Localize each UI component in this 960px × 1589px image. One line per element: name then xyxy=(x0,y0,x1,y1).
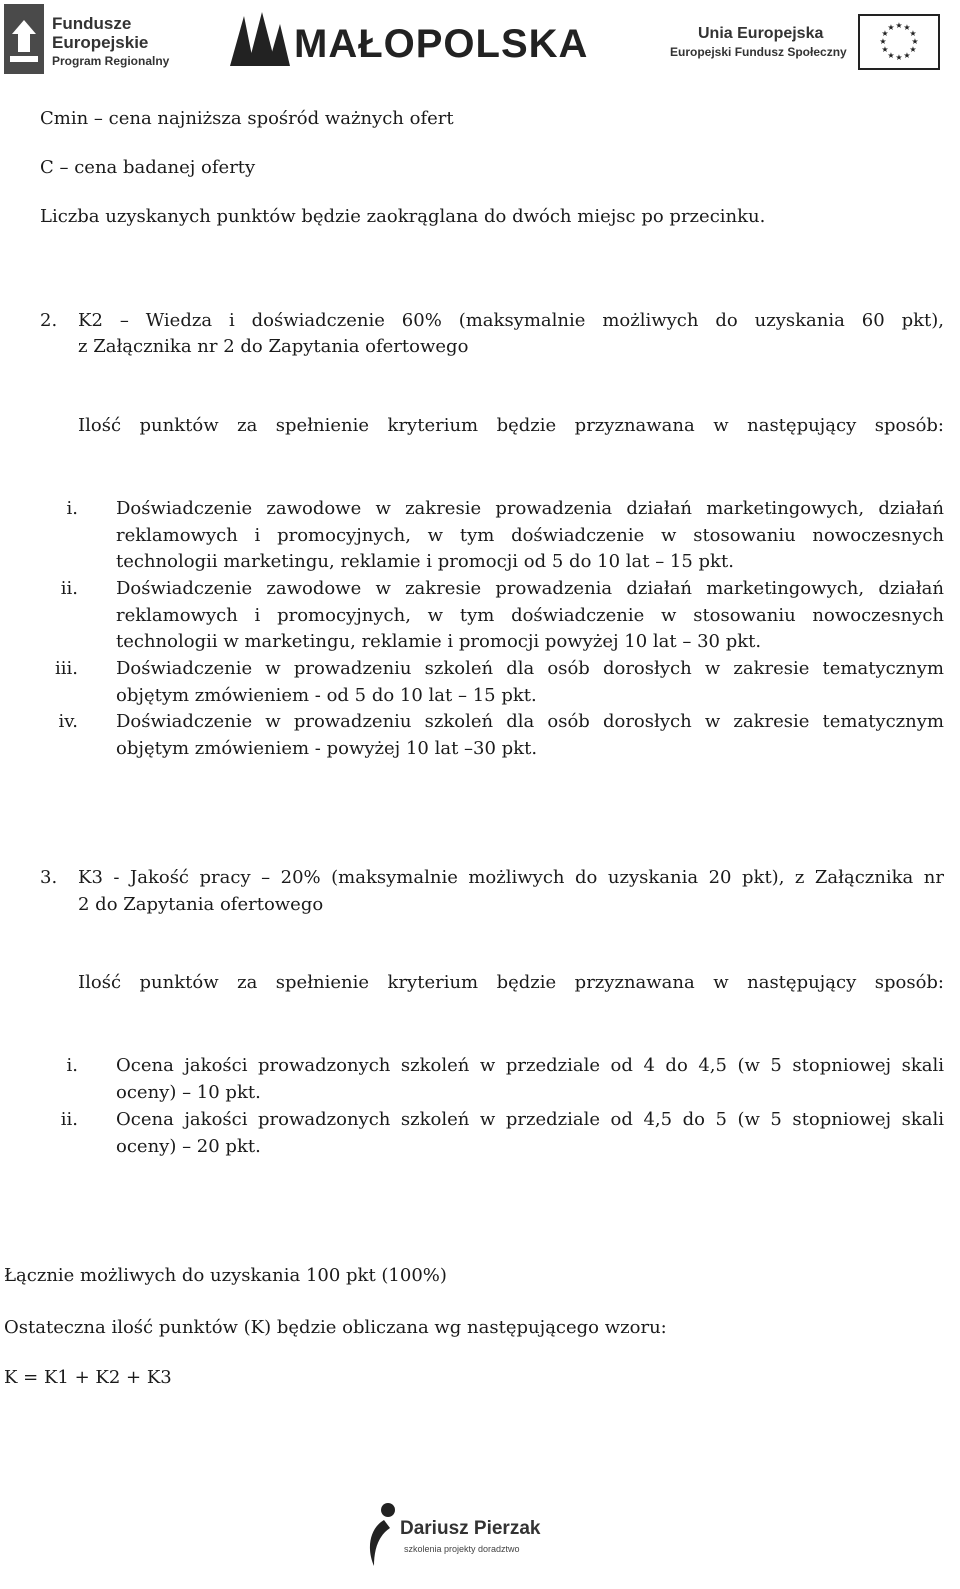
cmin-definition: Cmin – cena najniższa spośród ważnych ofert xyxy=(40,108,454,129)
svg-text:★: ★ xyxy=(911,37,919,46)
svg-text:★: ★ xyxy=(879,37,887,46)
k3-item-marker: i. xyxy=(66,1055,78,1076)
svg-text:★: ★ xyxy=(895,53,903,62)
malopolska-mountains-icon xyxy=(230,10,290,66)
k2-item-text: Doświadczenie w prowadzeniu szkoleń dla osób dorosłych w zakresie tematycznym objętym zmówieniem - od 5 do 10 lat – 15 pkt. xyxy=(116,658,944,706)
fe-logo-line1: Fundusze xyxy=(52,14,132,33)
eu-flag-icon xyxy=(858,14,940,70)
unia-europejska-logo xyxy=(668,10,944,72)
ue-logo-line1: Unia Europejska xyxy=(698,25,824,42)
svg-text:★: ★ xyxy=(903,23,911,32)
fe-logo-line2: Europejskie xyxy=(52,33,149,52)
ue-logo-line2: Europejski Fundusz Społeczny xyxy=(670,45,847,59)
k2-heading-line1: K2 – Wiedza i doświadczenie 60% (maksymalnie możliwych do uzyskania 60 pkt), xyxy=(78,310,944,331)
c-definition: C – cena badanej oferty xyxy=(40,157,256,178)
k2-item-text: Doświadczenie zawodowe w zakresie prowadzenia działań marketingowych, działań reklamowych i promocyjnych, w tym doświadczenie w stosowaniu nowoczesnych technologii w marketingu, reklamie i promocji powyżej 10 lat – 30 pkt. xyxy=(116,578,944,652)
rounding-note: Liczba uzyskanych punktów będzie zaokrąglana do dwóch miejsc po przecinku. xyxy=(40,206,766,227)
svg-text:★: ★ xyxy=(903,51,911,60)
svg-text:★: ★ xyxy=(909,45,917,54)
svg-text:★: ★ xyxy=(887,23,895,32)
k2-scoring-method: Ilość punktów za spełnienie kryterium będzie przyznawana w następujący sposób: xyxy=(78,415,944,436)
svg-text:★: ★ xyxy=(881,45,889,54)
dariusz-pierzak-figure-icon xyxy=(364,1500,400,1566)
fe-logo-line3: Program Regionalny xyxy=(52,54,170,68)
k3-item-text: Ocena jakości prowadzonych szkoleń w przedziale od 4 do 4,5 (w 5 stopniowej skali oceny) – 10 pkt. xyxy=(116,1055,944,1103)
k3-scoring-method: Ilość punktów za spełnienie kryterium będzie przyznawana w następujący sposób: xyxy=(78,972,944,993)
svg-text:★: ★ xyxy=(881,29,889,38)
k2-item-text: Doświadczenie zawodowe w zakresie prowadzenia działań marketingowych, działań reklamowych i promocyjnych, w tym doświadczenie w stosowaniu nowoczesnych technologii marketingu, reklamie i promocji od 5 do 10 lat – 15 pkt. xyxy=(116,498,944,572)
malopolska-logo-text: MAŁOPOLSKA xyxy=(294,22,589,66)
k2-item-text: Doświadczenie w prowadzeniu szkoleń dla osób dorosłych w zakresie tematycznym objętym zmówieniem - powyżej 10 lat –30 pkt. xyxy=(116,711,944,759)
malopolska-logo xyxy=(230,10,620,70)
k2-number: 2. xyxy=(40,310,58,331)
dariusz-pierzak-logo xyxy=(364,1500,564,1570)
svg-text:★: ★ xyxy=(895,21,903,30)
k2-item-marker: iii. xyxy=(55,658,78,679)
k2-item-marker: i. xyxy=(66,498,78,519)
k2-item-marker: iv. xyxy=(58,711,78,732)
k2-item-marker: ii. xyxy=(60,578,78,599)
page-header xyxy=(0,0,960,80)
footer-name: Dariusz Pierzak xyxy=(400,1518,541,1539)
footer-tagline: szkolenia projekty doradztwo xyxy=(404,1544,520,1554)
k2-heading-line2: z Załącznika nr 2 do Zapytania ofertowego xyxy=(78,336,469,357)
total-points: Łącznie możliwych do uzyskania 100 pkt (100%) xyxy=(4,1265,447,1286)
k3-heading-line2: 2 do Zapytania ofertowego xyxy=(78,894,324,915)
k3-item-marker: ii. xyxy=(60,1109,78,1130)
fundusze-europejskie-logo xyxy=(4,4,184,76)
svg-text:★: ★ xyxy=(887,51,895,60)
k3-item-text: Ocena jakości prowadzonych szkoleń w przedziale od 4,5 do 5 (w 5 stopniowej skali oceny) – 20 pkt. xyxy=(116,1109,944,1157)
formula: K = K1 + K2 + K3 xyxy=(4,1367,172,1388)
k3-number: 3. xyxy=(40,867,58,888)
fundusze-europejskie-star-icon xyxy=(4,4,44,74)
formula-intro: Ostateczna ilość punktów (K) będzie obliczana wg następującego wzoru: xyxy=(4,1317,667,1338)
svg-text:★: ★ xyxy=(909,29,917,38)
k3-heading-line1: K3 - Jakość pracy – 20% (maksymalnie możliwych do uzyskania 20 pkt), z Załącznika nr xyxy=(78,867,944,888)
